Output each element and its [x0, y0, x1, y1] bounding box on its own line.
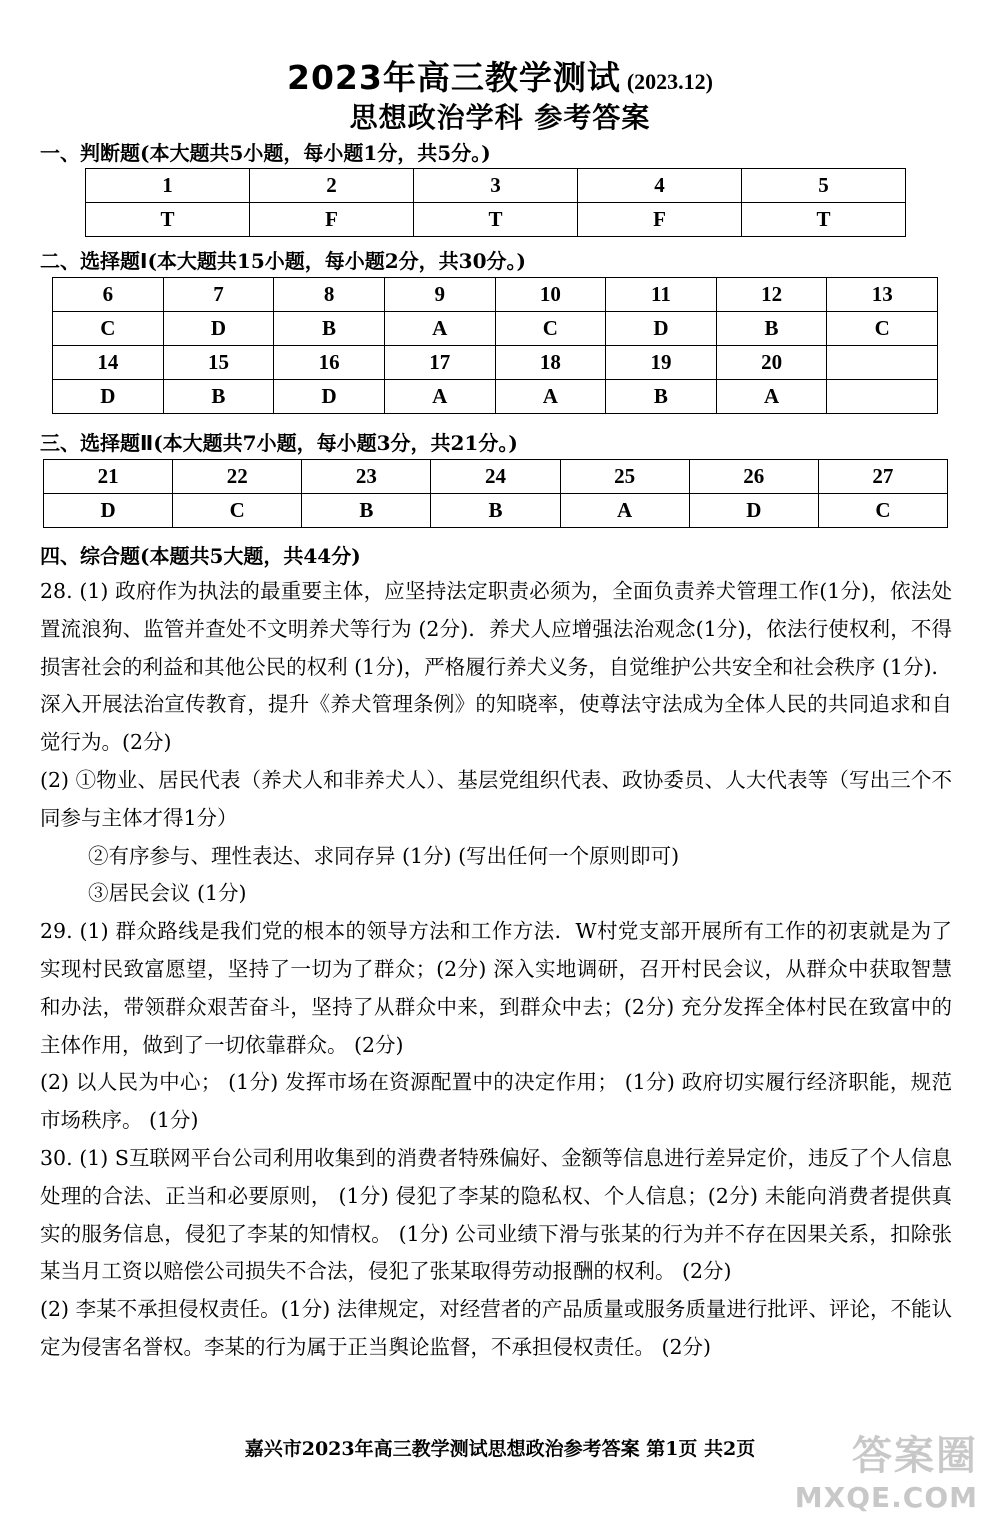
question-number-cell: 4 — [578, 169, 742, 203]
answer-cell: C — [53, 312, 164, 346]
answer-28-2: (2) ①物业、居民代表（养犬人和非养犬人）、基层党组织代表、政协委员、人大代表等（写出三个不同参与主体才得1分） — [40, 767, 952, 830]
answer-cell: F — [250, 203, 414, 237]
section-1-answer-table — [85, 168, 906, 237]
question-number-cell: 6 — [53, 278, 164, 312]
answer-cell: F — [578, 203, 742, 237]
answer-cell: D — [44, 494, 173, 528]
answer-cell: B — [302, 494, 431, 528]
answer-cell: B — [163, 380, 274, 414]
question-number-cell: 26 — [689, 460, 818, 494]
question-number-cell: 18 — [495, 346, 606, 380]
table-row — [53, 278, 938, 312]
answers-body — [40, 573, 952, 1367]
answer-cell: C — [173, 494, 302, 528]
watermark-logo: 答案圈 — [852, 1433, 978, 1479]
table-row — [86, 169, 906, 203]
section-3-heading — [40, 427, 518, 456]
answer-cell: T — [742, 203, 906, 237]
question-number-cell: 3 — [414, 169, 578, 203]
table-row — [86, 203, 906, 237]
page-title: 2023年高三教学测试 — [286, 58, 621, 97]
answer-cell: T — [86, 203, 250, 237]
question-number-cell: 7 — [163, 278, 274, 312]
section-3-answer-table — [43, 459, 948, 528]
question-number-cell — [827, 346, 938, 380]
section-4-heading — [40, 540, 361, 569]
question-number-cell: 1 — [86, 169, 250, 203]
page-subtitle: 思想政治学科 参考答案 — [349, 101, 651, 134]
answer-cell: T — [414, 203, 578, 237]
answer-cell: C — [495, 312, 606, 346]
section-1-note: (本大题共5小题，每小题1分，共5分。) — [140, 141, 491, 165]
answer-cell: B — [606, 380, 717, 414]
answer-cell: D — [606, 312, 717, 346]
page-footer: 嘉兴市2023年高三教学测试思想政治参考答案 第1页 共2页 — [244, 1438, 756, 1460]
section-2-note: (本大题共15小题，每小题2分，共30分。) — [147, 249, 526, 273]
question-number-cell: 11 — [606, 278, 717, 312]
question-number-cell: 27 — [818, 460, 947, 494]
table-row — [53, 380, 938, 414]
question-number-cell: 21 — [44, 460, 173, 494]
answer-cell: B — [274, 312, 385, 346]
section-3-note: (本大题共7小题，每小题3分，共21分。) — [153, 431, 518, 455]
answer-28-2b: ②有序参与、理性表达、求同存异 (1分) (写出任何一个原则即可) — [88, 843, 680, 868]
answer-cell: A — [384, 380, 495, 414]
answer-29-2: (2) 以人民为中心； (1分) 发挥市场在资源配置中的决定作用； (1分) 政府切实履行经济职能，规范市场秩序。 (1分) — [40, 1070, 952, 1133]
question-number-cell: 9 — [384, 278, 495, 312]
question-number-cell: 5 — [742, 169, 906, 203]
answer-29-1: 29. (1) 群众路线是我们党的根本的领导方法和工作方法．W村党支部开展所有工作的初衷就是为了实现村民致富愿望，坚持了一切为了群众；(2分) 深入实地调研，召开村民会议，从群众中获取智慧和办法，带领群众艰苦奋斗，坚持了从群众中来，到群众中去；(2分) 充分发挥全体村民在致富中的主体作用，做到了一切依靠群众。 (2分) — [40, 919, 952, 1057]
answer-30-1: 30. (1) S互联网平台公司利用收集到的消费者特殊偏好、金额等信息进行差异定价，违反了个人信息处理的合法、正当和必要原则， (1分) 侵犯了李某的隐私权、个人信息；(2分) 未能向消费者提供真实的服务信息，侵犯了李某的知情权。 (1分) 公司业绩下滑与张某的行为并不存在因果关系，扣除张某当月工资以赔偿公司损失不合法，侵犯了张某取得劳动报酬的权利。 (2分) — [40, 1145, 952, 1284]
answer-cell: D — [163, 312, 274, 346]
question-number-cell: 22 — [173, 460, 302, 494]
answer-cell: B — [431, 494, 560, 528]
answer-cell: D — [274, 380, 385, 414]
question-number-cell: 13 — [827, 278, 938, 312]
question-number-cell: 12 — [716, 278, 827, 312]
answer-28-2c: ③居民会议 (1分) — [88, 881, 247, 906]
answer-cell: C — [827, 312, 938, 346]
section-2-title: 二、选择题Ⅰ — [40, 249, 148, 273]
test-date: (2023.12) — [626, 69, 713, 94]
question-number-cell: 20 — [716, 346, 827, 380]
answer-cell: D — [689, 494, 818, 528]
question-number-cell: 16 — [274, 346, 385, 380]
section-2-answer-table — [52, 277, 938, 414]
table-row — [44, 460, 948, 494]
section-1-title: 一、判断题 — [40, 141, 140, 165]
answer-cell: A — [560, 494, 689, 528]
answer-cell: C — [818, 494, 947, 528]
table-row — [44, 494, 948, 528]
table-row — [53, 346, 938, 380]
section-2-heading — [40, 245, 526, 274]
question-number-cell: 10 — [495, 278, 606, 312]
answer-cell: A — [384, 312, 495, 346]
table-row — [53, 312, 938, 346]
question-number-cell: 14 — [53, 346, 164, 380]
question-number-cell: 8 — [274, 278, 385, 312]
watermark-site: MXQE.COM — [794, 1481, 978, 1514]
watermark — [795, 1424, 978, 1514]
page-title-row — [0, 52, 1000, 99]
answer-30-2: (2) 李某不承担侵权责任。(1分) 法律规定，对经营者的产品质量或服务质量进行批评、评论，不能认定为侵害名誉权。李某的行为属于正当舆论监督，不承担侵权责任。 (2分) — [40, 1297, 952, 1359]
answer-cell: A — [716, 380, 827, 414]
question-number-cell: 15 — [163, 346, 274, 380]
question-number-cell: 2 — [250, 169, 414, 203]
question-number-cell: 23 — [302, 460, 431, 494]
question-number-cell: 24 — [431, 460, 560, 494]
question-number-cell: 19 — [606, 346, 717, 380]
section-3-title: 三、选择题Ⅱ — [40, 431, 154, 455]
answer-cell: A — [495, 380, 606, 414]
answer-28-1: 28. (1) 政府作为执法的最重要主体，应坚持法定职责必须为，全面负责养犬管理工作(1分)，依法处置流浪狗、监管并查处不文明养犬等行为 (2分)．养犬人应增强法治观念(1分)，依法行使权利，不得损害社会的利益和其他公民的权利 (1分)，严格履行养犬义务，自觉维护公共安全和社会秩序 (1分)．深入开展法治宣传教育，提升《养犬管理条例》的知晓率，使尊法守法成为全体人民的共同追求和自觉行为。(2分) — [40, 579, 952, 755]
question-number-cell: 17 — [384, 346, 495, 380]
answer-cell — [827, 380, 938, 414]
section-1-heading — [40, 137, 491, 166]
answer-cell: B — [716, 312, 827, 346]
section-4-note: (本题共5大题，共44分) — [140, 544, 361, 568]
answer-cell: D — [53, 380, 164, 414]
question-number-cell: 25 — [560, 460, 689, 494]
section-4-title: 四、综合题 — [40, 544, 140, 568]
